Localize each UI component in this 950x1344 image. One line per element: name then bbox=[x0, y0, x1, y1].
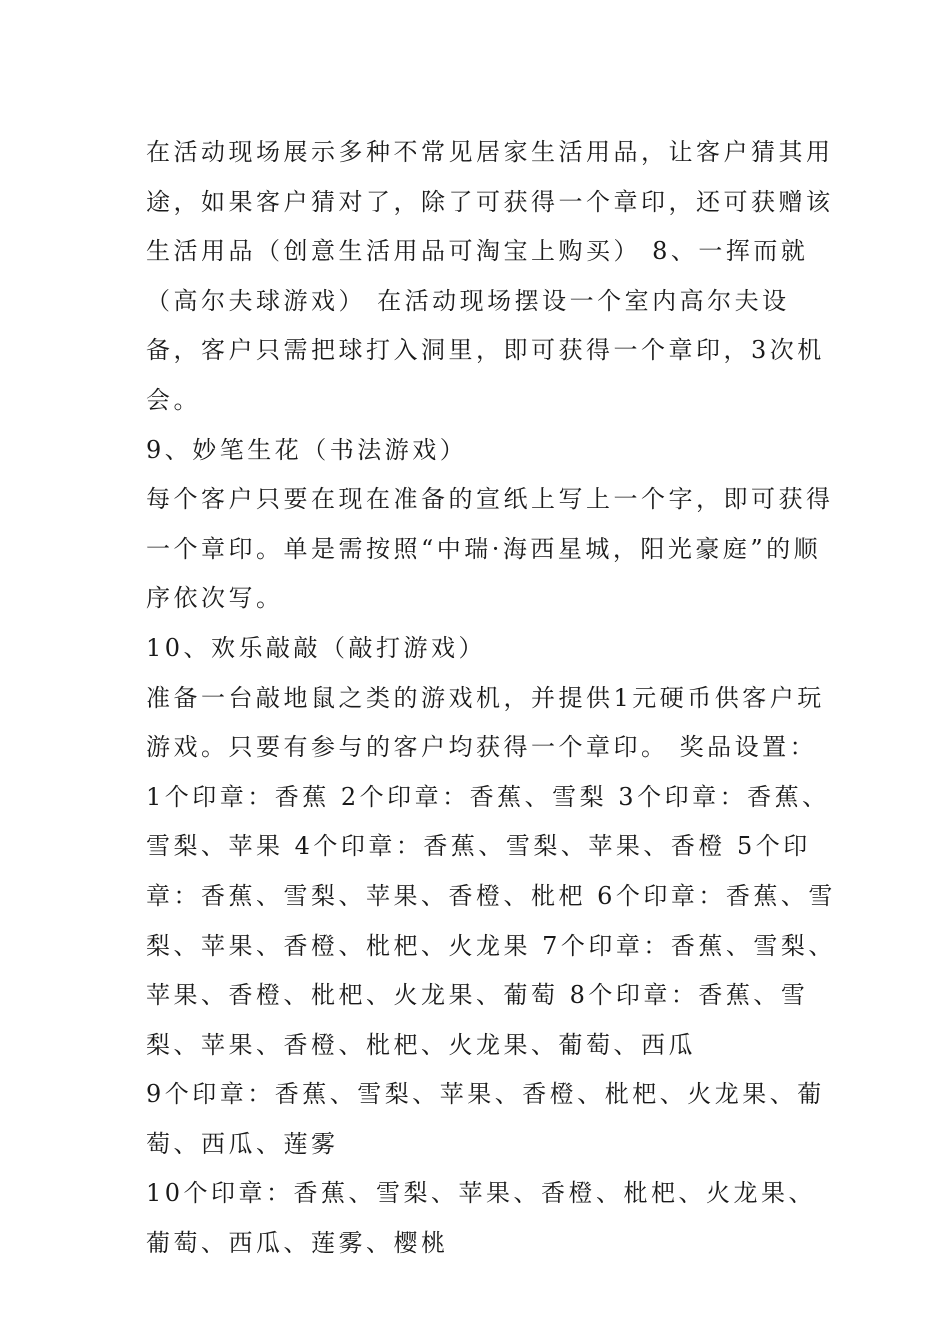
heading-tapping-game: 10、欢乐敲敲（敲打游戏） bbox=[146, 633, 487, 662]
paragraph-guess-items-and-golf: 在活动现场展示多种不常见居家生活用品，让客户猜其用途，如果客户猜对了，除了可获得一个章印，还可获赠该生活用品（创意生活用品可淘宝上购买） 8、一挥而就（高尔夫球游戏） 在活动现场摆设一个室内高尔夫设备，客户只需把球打入洞里，即可获得一个章印，3次机会。 bbox=[146, 138, 834, 414]
paragraph-tapping-game-and-prizes: 准备一台敲地鼠之类的游戏机，并提供1元硬币供客户玩游戏。只要有参与的客户均获得一个章印。 奖品设置： 1个印章：香蕉 2个印章：香蕉、雪梨 3个印章：香蕉、雪梨、苹果 4个印章：香蕉、雪梨、苹果、香橙 5个印章：香蕉、雪梨、苹果、香橙、枇杷 6个印章：香蕉、雪梨、苹果、香橙、枇杷、火龙果 7个印章：香蕉、雪梨、苹果、香橙、枇杷、火龙果、葡萄 8个印章：香蕉、雪梨、苹果、香橙、枇杷、火龙果、葡萄、西瓜 bbox=[146, 683, 836, 1059]
paragraph-calligraphy-game: 每个客户只要在现在准备的宣纸上写上一个字，即可获得一个章印。单是需按照“中瑞·海西星城，阳光豪庭”的顺序依次写。 bbox=[146, 485, 834, 613]
document-body bbox=[146, 128, 836, 1269]
heading-calligraphy-game: 9、妙笔生花（书法游戏） bbox=[146, 435, 468, 464]
paragraph-prize-10-stamps: 10个印章：香蕉、雪梨、苹果、香橙、枇杷、火龙果、葡萄、西瓜、莲雾、樱桃 bbox=[146, 1179, 817, 1258]
paragraph-prize-9-stamps: 9个印章：香蕉、雪梨、苹果、香橙、枇杷、火龙果、葡萄、西瓜、莲雾 bbox=[146, 1080, 825, 1158]
